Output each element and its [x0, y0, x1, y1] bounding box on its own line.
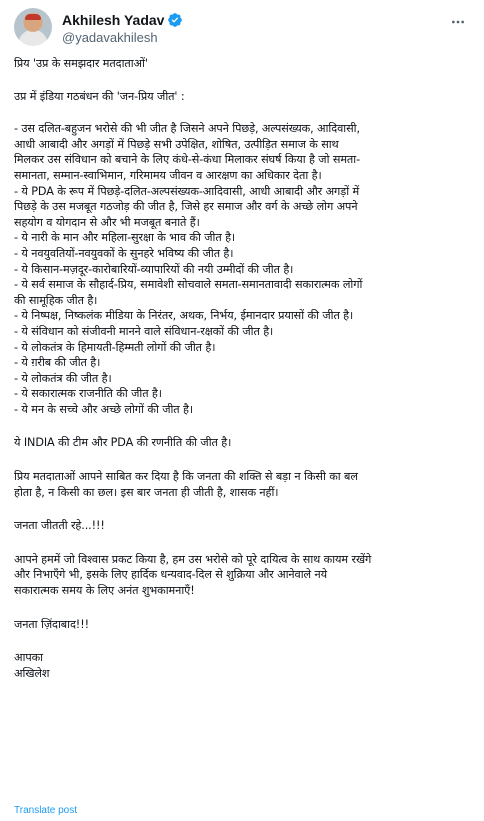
post-bullets: - उस दलित-बहुजन भरोसे की भी जीत है जिसने अपने पिछड़े, अल्पसंख्यक, आदिवासी, आधी आबादी और अगड़ों में पिछड़े सभी उपेक्षित, शोषित, उत्पीड़ित समाज के साथ मिलकर उस संविधान को बचाने के लिए कंधे-से-कंधा मिलाकर संघर्ष किया है जो समता- समानता, सम्मान-स्वाभिमान, गरिमामय जीवन व आरक्षण का अधिकार देता है। - ये PDA के रूप में पिछड़े-दलित-अल्पसंख्यक-आदिवासी, आधी आबादी और अगड़ों में पिछड़े के उस मजबूत गठजोड़ की जीत है, जिसे हर समाज और वर्ग के अच्छे लोग अपने सहयोग व योगदान से और भी मजबूत बनाते हैं। - ये नारी के मान और महिला-सुरक्षा के भाव की जीत है। - ये नवयुवतियों-नवयुवकों के सुनहरे भविष्य की जीत है। - ये किसान-मज़दूर-कारोबारियों-व्यापारियों की नयी उम्मीदों की जीत है। - ये सर्व समाज के सौहार्द-प्रिय, समावेशी सोचवाले समता-समानतावादी सकारात्मक लोगों की सामूहिक जीत है। - ये निष्पक्ष, निष्कलंक मीडिया के निरंतर, अथक, निर्भय, ईमानदार प्रयासों की जीत है। - ये संविधान को संजीवनी मानने वाले संविधान-रक्षकों की जीत है। - ये लोकतंत्र के हिमायती-हिम्मती लोगों की जीत है। - ये ग़रीब की जीत है। - ये लोकतंत्र की जीत है। - ये सकारात्मक राजनीति की जीत है। - ये मन के सच्चे और अच्छे लोगों की जीत है। [14, 122, 363, 416]
avatar[interactable] [14, 8, 52, 46]
post-greeting: प्रिय 'उप्र के समझदार मतदाताओं' [14, 57, 148, 70]
post-signoff: आपका अखिलेश [14, 651, 50, 680]
verified-badge-icon [167, 12, 183, 28]
post-voters: प्रिय मतदाताओं आपने साबित कर दिया है कि जनता की शक्ति से बड़ा न किसी का बल होता है, न किसी का छल। इस बार जनता ही जीती है, शासक नहीं। [14, 470, 358, 499]
avatar-cap [25, 14, 41, 20]
author-info [62, 9, 183, 46]
post-intro: उप्र में इंडिया गठबंधन की 'जन-प्रिय जीत' : [14, 89, 185, 103]
post-janta-jeetti: जनता जीतती रहे...!!! [14, 519, 105, 533]
post-india-pda: ये INDIA की टीम और PDA की रणनीति की जीत है। [14, 436, 232, 450]
post-text [14, 56, 476, 681]
post-thanks: आपने हममें जो विश्वास प्रकट किया है, हम उस भरोसे को पूरे दायित्व के साथ कायम रखेंगे और निभाएँगे भी, इसके लिए हार्दिक धन्यवाद-दिल से शुक्रिया और आनेवाले नये सकारात्मक समय के लिए अनंत शुभकामनाएँ! [14, 552, 372, 598]
post-zindabad: जनता ज़िंदाबाद!!! [14, 617, 89, 631]
more-options-button[interactable] [448, 12, 468, 32]
author-display-name[interactable]: Akhilesh Yadav [62, 11, 165, 28]
author-handle[interactable]: @yadavakhilesh [62, 29, 158, 45]
post-header [14, 8, 470, 48]
translate-post-link[interactable]: Translate post [14, 805, 77, 816]
more-options-icon [450, 14, 466, 30]
